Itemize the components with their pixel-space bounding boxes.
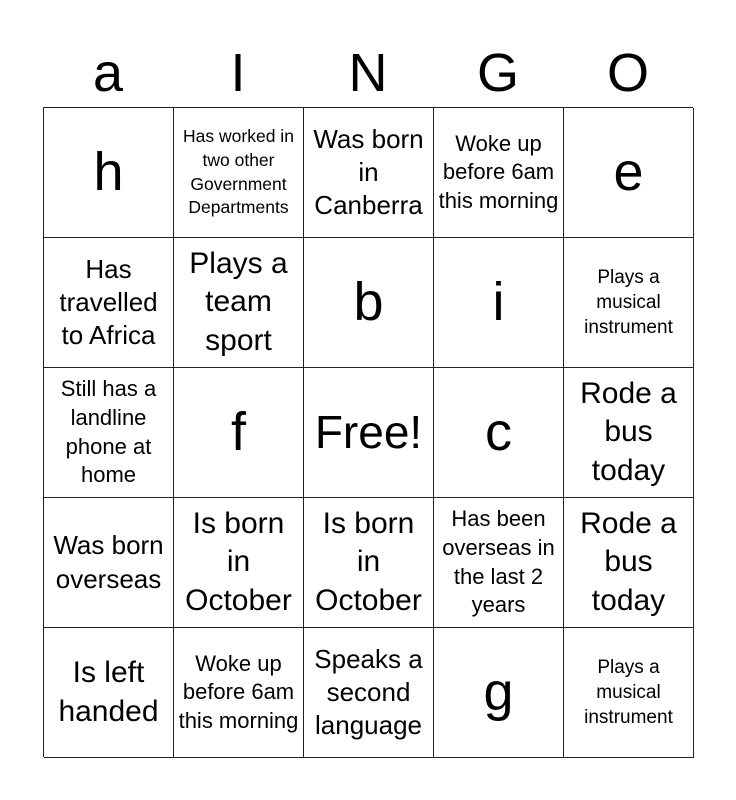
bingo-cell[interactable] xyxy=(174,368,304,498)
bingo-cell[interactable] xyxy=(564,368,694,498)
bingo-cell-text: Woke up before 6am this morning xyxy=(438,130,559,213)
bingo-cell-text: Rode a bus today xyxy=(580,506,677,617)
bingo-cell[interactable] xyxy=(174,498,304,628)
bingo-cell-text: Plays a musical instrument xyxy=(584,656,673,729)
bingo-cell[interactable] xyxy=(564,498,694,628)
bingo-header xyxy=(43,40,693,106)
bingo-cell-text: Is left handed xyxy=(58,656,159,728)
bingo-cell[interactable] xyxy=(564,628,694,758)
bingo-cell[interactable] xyxy=(44,498,174,628)
bingo-cell-text: c xyxy=(485,401,512,462)
header-letter-5: O xyxy=(606,43,649,103)
bingo-cell[interactable] xyxy=(174,238,304,368)
bingo-cell-text: e xyxy=(613,141,644,202)
bingo-cell-text: Is born in October xyxy=(185,506,292,617)
header-letter-4: G xyxy=(476,43,519,103)
bingo-cell-text: Has worked in two other Government Departments xyxy=(183,125,294,218)
header-letter-3: N xyxy=(348,43,388,103)
bingo-cell-text: Still has a landline phone at home xyxy=(60,376,157,488)
bingo-cell-text: Is born in October xyxy=(315,506,422,617)
bingo-cell[interactable] xyxy=(174,628,304,758)
bingo-cell[interactable] xyxy=(44,368,174,498)
header-letter-1: a xyxy=(92,43,124,103)
bingo-cell[interactable] xyxy=(44,238,174,368)
header-letter-2: I xyxy=(230,43,246,103)
bingo-cell[interactable] xyxy=(304,628,434,758)
free-space-cell[interactable] xyxy=(304,368,434,498)
bingo-cell-text: Plays a team sport xyxy=(189,246,288,357)
bingo-cell-text: b xyxy=(353,271,384,332)
bingo-cell-text: Was born in Canberra xyxy=(313,123,424,221)
bingo-cell-text: g xyxy=(483,661,514,722)
bingo-cell-text: Plays a musical instrument xyxy=(584,266,673,339)
bingo-cell-text: Rode a bus today xyxy=(580,376,677,487)
bingo-cell-text: h xyxy=(93,141,124,202)
bingo-cell[interactable] xyxy=(564,108,694,238)
bingo-grid xyxy=(43,107,693,757)
bingo-cell-text: Free! xyxy=(314,406,423,459)
bingo-cell[interactable] xyxy=(434,368,564,498)
bingo-cell-text: Has been overseas in the last 2 years xyxy=(442,506,555,618)
bingo-cell[interactable] xyxy=(304,498,434,628)
bingo-cell[interactable] xyxy=(564,238,694,368)
bingo-cell[interactable] xyxy=(44,628,174,758)
bingo-cell-text: Was born overseas xyxy=(53,530,164,594)
bingo-cell[interactable] xyxy=(174,108,304,238)
bingo-cell-text: Speaks a second language xyxy=(314,643,423,741)
bingo-cell-text: Woke up before 6am this morning xyxy=(178,650,299,733)
bingo-cell[interactable] xyxy=(304,238,434,368)
bingo-cell-text: f xyxy=(230,401,246,462)
bingo-cell[interactable] xyxy=(434,238,564,368)
bingo-cell[interactable] xyxy=(304,108,434,238)
bingo-cell-text: i xyxy=(492,271,505,332)
bingo-cell[interactable] xyxy=(434,628,564,758)
bingo-cell[interactable] xyxy=(44,108,174,238)
bingo-cell-text: Has travelled to Africa xyxy=(59,253,158,351)
bingo-cell[interactable] xyxy=(434,498,564,628)
bingo-cell[interactable] xyxy=(434,108,564,238)
